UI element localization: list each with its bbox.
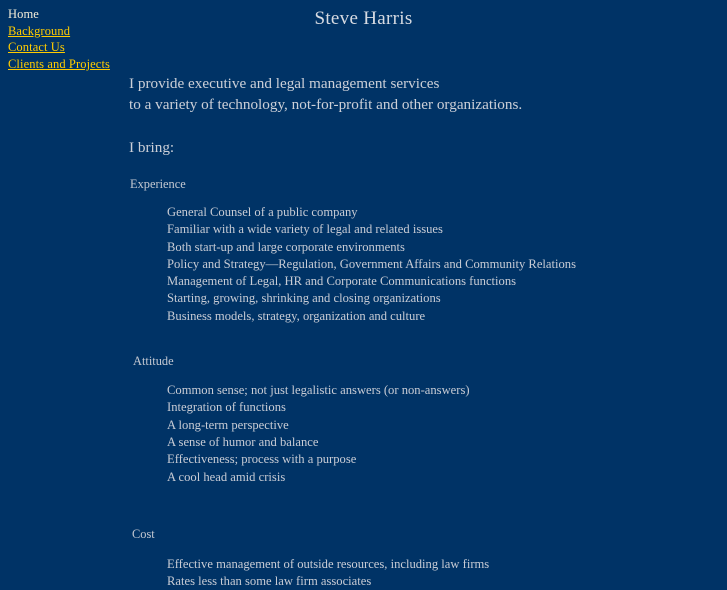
section-label-attitude: Attitude bbox=[133, 354, 174, 369]
intro-line-2: to a variety of technology, not-for-profit and other organizations. bbox=[129, 95, 523, 113]
list-item: A cool head amid crisis bbox=[167, 469, 286, 484]
intro-line-1: I provide executive and legal management services bbox=[129, 75, 440, 92]
list-item: Familiar with a wide variety of legal and related issues bbox=[167, 222, 443, 237]
list-item: Business models, strategy, organization and culture bbox=[167, 308, 426, 323]
sidebar-item-home[interactable]: Home bbox=[8, 7, 39, 21]
list-item: Effectiveness; process with a purpose bbox=[167, 452, 357, 467]
attitude-list bbox=[129, 382, 719, 486]
sidebar-item-contact-us[interactable]: Contact Us bbox=[8, 40, 65, 55]
section-cost bbox=[129, 526, 719, 590]
list-item: Starting, growing, shrinking and closing organizations bbox=[167, 291, 441, 306]
list-item: Integration of functions bbox=[167, 400, 286, 415]
list-item: General Counsel of a public company bbox=[167, 205, 358, 219]
list-item: A long-term perspective bbox=[167, 417, 289, 432]
list-item: Effective management of outside resources, including law firms bbox=[167, 556, 490, 571]
section-label-experience: Experience bbox=[130, 177, 186, 191]
list-item: A sense of humor and balance bbox=[167, 434, 319, 449]
bring-label: I bring: bbox=[129, 139, 175, 156]
sidebar-item-background[interactable]: Background bbox=[8, 23, 71, 38]
list-item: Common sense; not just legalistic answers (or non-answers) bbox=[167, 383, 470, 398]
list-item: Both start-up and large corporate environments bbox=[167, 239, 405, 254]
cost-list bbox=[129, 556, 719, 590]
list-item: Policy and Strategy—Regulation, Government Affairs and Community Relations bbox=[167, 256, 577, 271]
section-label-cost: Cost bbox=[132, 526, 155, 541]
experience-list bbox=[129, 204, 719, 325]
list-item: Rates less than some law firm associates bbox=[167, 574, 372, 589]
list-item: Management of Legal, HR and Corporate Communications functions bbox=[167, 274, 517, 289]
section-experience bbox=[129, 176, 719, 325]
section-attitude bbox=[129, 353, 719, 486]
sidebar-item-clients-and-projects[interactable]: Clients and Projects bbox=[8, 56, 110, 71]
main-content bbox=[129, 74, 719, 590]
page-title: Steve Harris bbox=[314, 8, 413, 29]
